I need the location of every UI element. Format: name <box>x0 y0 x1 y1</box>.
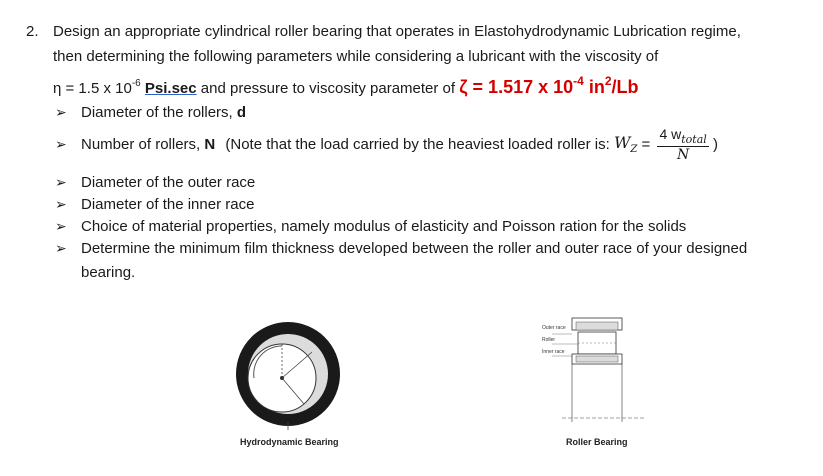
hydrodynamic-bearing-figure <box>232 318 344 430</box>
question-number: 2. <box>26 23 39 40</box>
left-figure-caption: Hydrodynamic Bearing <box>240 437 339 447</box>
roller-bearing-figure <box>538 314 658 432</box>
roller-label: Roller <box>542 337 556 343</box>
eta-mid-text: and pressure to viscosity parameter of <box>200 80 456 97</box>
load-fraction: $\frac{4 w_{total}}{N}$ <box>659 126 707 163</box>
eta-exponent: -6 <box>131 78 141 89</box>
right-figure-caption: Roller Bearing <box>566 437 628 447</box>
arrow-bullet-icon: ➢ <box>55 240 67 256</box>
arrow-bullet-icon: ➢ <box>55 104 67 120</box>
arrow-bullet-icon: ➢ <box>55 135 67 152</box>
bullet-film-thickness-cont: bearing. <box>81 264 136 281</box>
bullet-film-thickness: ➢ Determine the minimum film thickness developed between the roller and outer race of your designed <box>55 240 748 257</box>
wz-symbol: $W_Z$ <box>613 133 638 156</box>
arrow-bullet-icon: ➢ <box>55 196 67 212</box>
zeta-value: ζ = 1.517 x $10^{-4}$ $in^2/Lb$ <box>459 74 639 97</box>
inner-race-label: Inner race <box>542 349 565 355</box>
outer-race-label: Outer race <box>542 325 566 331</box>
bullet-inner-race: ➢ Diameter of the inner race <box>55 196 255 213</box>
eta-unit: Psi.sec <box>144 80 197 97</box>
bullet-number-of-rollers: ➢ Number of rollers, N (Note that the load carried by the heaviest loaded roller is: $W_Z$ = $\frac{4 w_{total}}{N}$ ) <box>55 126 718 163</box>
arrow-bullet-icon: ➢ <box>55 174 67 190</box>
arrow-bullet-icon: ➢ <box>55 218 67 234</box>
question-line-1: Design an appropriate cylindrical roller bearing that operates in Elastohydrodynamic Lubrication regime, <box>53 23 741 40</box>
bullet-outer-race: ➢ Diameter of the outer race <box>55 174 256 191</box>
question-line-2: then determining the following parameters while considering a lubricant with the viscosity of <box>53 48 659 65</box>
eta-prefix: η = 1.5 x 10 <box>53 80 132 97</box>
bullet-roller-diameter: ➢ Diameter of the rollers, d <box>55 104 247 121</box>
bullet-material-properties: ➢ Choice of material properties, namely modulus of elasticity and Poisson ration for the solids <box>55 218 687 235</box>
question-line-3 <box>53 74 639 98</box>
